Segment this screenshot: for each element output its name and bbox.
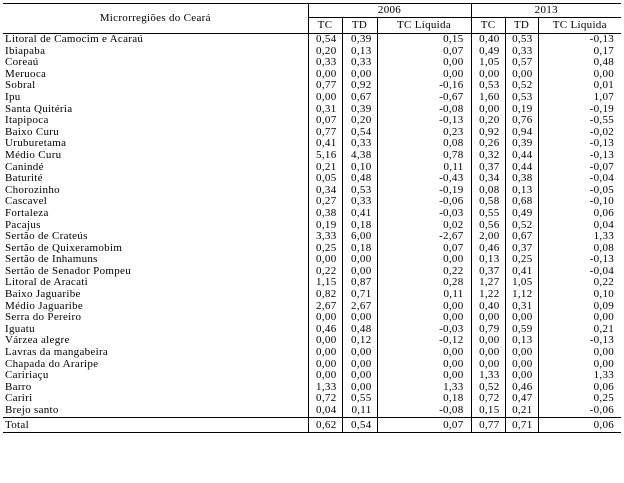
region-name: Itapipoca [3, 115, 308, 127]
table-cell: 1,33 [377, 382, 471, 394]
table-cell: 0,00 [377, 301, 471, 313]
microregions-table [3, 3, 621, 433]
table-cell: 0,10 [342, 162, 377, 174]
table-cell: 0,31 [505, 301, 538, 313]
table-cell: 0,25 [308, 243, 342, 255]
table-cell: 0,17 [593, 45, 615, 57]
table-row [3, 92, 621, 104]
table-cell: 0,40 [471, 301, 505, 313]
table-cell: 0,79 [471, 324, 505, 336]
table-cell: 0,00 [593, 358, 615, 370]
table-cell: 0,20 [308, 46, 342, 58]
table-cell: 0,00 [471, 335, 505, 347]
table-row [3, 208, 621, 220]
table-cell: -0,02 [589, 126, 615, 138]
table-row [3, 347, 621, 359]
table-cell: 1,33 [471, 370, 505, 382]
table-cell: 0,22 [593, 277, 615, 289]
col-tc-liquida-2006: TC Líquida [377, 18, 471, 34]
table-cell: 0,28 [377, 277, 471, 289]
table-row [3, 359, 621, 371]
region-name: Lavras da mangabeira [3, 347, 308, 359]
table-cell: 1,60 [471, 92, 505, 104]
table-row [3, 312, 621, 324]
table-row [3, 231, 621, 243]
table-cell: 0,54 [342, 127, 377, 139]
table-cell: 0,68 [505, 196, 538, 208]
table-cell: 0,22 [377, 266, 471, 278]
table-row [3, 80, 621, 92]
table-cell: 0,33 [342, 57, 377, 69]
region-name: Barro [3, 382, 308, 394]
table-cell: 0,92 [471, 127, 505, 139]
table-cell: 0,48 [342, 324, 377, 336]
table-cell: 0,00 [308, 359, 342, 371]
region-name: Chapada do Araripe [3, 359, 308, 371]
table-cell: 0,55 [471, 208, 505, 220]
table-cell: -0,04 [589, 265, 615, 277]
table-cell: 0,13 [505, 185, 538, 197]
table-cell: -0,08 [377, 405, 471, 417]
table-cell: 4,38 [342, 150, 377, 162]
table-cell: 0,33 [308, 57, 342, 69]
table-row [3, 138, 621, 150]
table-cell: 0,44 [505, 162, 538, 174]
region-name: Coreaú [3, 57, 308, 69]
table-cell: 0,10 [593, 289, 615, 301]
region-name: Cariri [3, 393, 308, 405]
table-cell: 0,06 [593, 381, 615, 393]
table-cell: 0,78 [377, 150, 471, 162]
total-cell: 0,06 [538, 417, 621, 432]
table-cell: 0,00 [505, 359, 538, 371]
table-cell: 0,59 [505, 324, 538, 336]
region-name: Baixo Curu [3, 127, 308, 139]
table-cell: 1,05 [505, 277, 538, 289]
table-cell: 0,53 [505, 34, 538, 46]
region-name: Médio Jaguaribe [3, 301, 308, 313]
table-cell: 0,76 [505, 115, 538, 127]
table-row [3, 173, 621, 185]
table-cell: 0,39 [505, 138, 538, 150]
table-cell: 0,25 [505, 254, 538, 266]
table-cell: 0,33 [342, 138, 377, 150]
table-cell: 0,22 [308, 266, 342, 278]
table-cell: 0,41 [505, 266, 538, 278]
table-cell: 0,08 [377, 138, 471, 150]
total-cell: 0,07 [377, 417, 471, 432]
table-row [3, 185, 621, 197]
table-cell: 0,38 [308, 208, 342, 220]
table-cell: -0,07 [589, 161, 615, 173]
table-cell: -0,13 [589, 138, 615, 150]
table-cell: 0,67 [505, 231, 538, 243]
table-cell: 0,67 [342, 92, 377, 104]
table-cell: -0,03 [377, 324, 471, 336]
region-name: Cascavel [3, 196, 308, 208]
table-cell: 0,77 [308, 80, 342, 92]
table-cell: 0,37 [471, 162, 505, 174]
table-cell: 0,06 [593, 207, 615, 219]
table-cell: 0,00 [308, 69, 342, 81]
table-cell: 0,00 [505, 347, 538, 359]
region-name: Sobral [3, 80, 308, 92]
total-cell: 0,54 [342, 417, 377, 432]
table-cell: 0,21 [505, 405, 538, 417]
table-cell: 0,13 [505, 335, 538, 347]
table-cell: 0,46 [505, 382, 538, 394]
table-cell: 0,41 [342, 208, 377, 220]
year-2013-header: 2013 [471, 4, 621, 18]
region-name: Fortaleza [3, 208, 308, 220]
table-row [3, 243, 621, 255]
table-cell: 0,32 [471, 150, 505, 162]
table-cell: 0,12 [342, 335, 377, 347]
table-cell: 0,37 [471, 266, 505, 278]
table-cell: 0,49 [471, 46, 505, 58]
table-cell: 1,33 [593, 231, 615, 243]
table-cell: -0,13 [589, 33, 615, 45]
table-cell: 0,00 [377, 254, 471, 266]
year-2006-header: 2006 [308, 4, 471, 18]
table-cell: 0,94 [505, 127, 538, 139]
region-name: Sertão de Inhamuns [3, 254, 308, 266]
region-name: Baturité [3, 173, 308, 185]
region-name: Chorozinho [3, 185, 308, 197]
table-cell: 1,07 [593, 91, 615, 103]
table-cell: 0,13 [342, 46, 377, 58]
region-name: Meruoca [3, 69, 308, 81]
table-cell: 0,07 [377, 243, 471, 255]
table-row [3, 289, 621, 301]
region-name: Uruburetama [3, 138, 308, 150]
table-cell: 1,33 [593, 370, 615, 382]
region-column-header: Microrregiões do Ceará [3, 4, 308, 34]
region-name: Várzea alegre [3, 335, 308, 347]
table-cell: 0,41 [308, 138, 342, 150]
table-cell: 0,27 [308, 196, 342, 208]
table-cell: 0,54 [308, 34, 342, 46]
table-row [3, 220, 621, 232]
table-cell: 0,39 [342, 34, 377, 46]
table-cell: 0,04 [593, 219, 615, 231]
region-name: Ibiapaba [3, 46, 308, 58]
table-cell: -0,67 [377, 92, 471, 104]
table-cell: 0,00 [471, 359, 505, 371]
table-cell: 0,18 [342, 243, 377, 255]
table-cell: 1,22 [471, 289, 505, 301]
table-cell: 0,11 [342, 405, 377, 417]
table-row [3, 370, 621, 382]
table-row [3, 69, 621, 81]
table-cell: 0,00 [308, 370, 342, 382]
table-cell: -0,08 [377, 104, 471, 116]
table-cell: 2,67 [308, 301, 342, 313]
table-cell: 0,00 [471, 104, 505, 116]
region-name: Médio Curu [3, 150, 308, 162]
table-cell: 0,18 [377, 393, 471, 405]
table-cell: -0,43 [377, 173, 471, 185]
region-name: Serra do Pereiro [3, 312, 308, 324]
table-cell: 0,08 [593, 242, 615, 254]
table-cell: 0,21 [308, 162, 342, 174]
table-cell: 0,19 [308, 220, 342, 232]
table-cell: 0,18 [342, 220, 377, 232]
table-cell: 0,19 [505, 104, 538, 116]
table-cell: 0,56 [471, 220, 505, 232]
table-cell: 0,92 [342, 80, 377, 92]
table-cell: 1,12 [505, 289, 538, 301]
table-cell: 0,00 [505, 370, 538, 382]
table-cell: 1,33 [308, 382, 342, 394]
table-cell: 0,38 [505, 173, 538, 185]
table-cell: 0,55 [342, 393, 377, 405]
table-cell: 0,13 [471, 254, 505, 266]
region-name: Canindé [3, 162, 308, 174]
table-cell: 0,20 [342, 115, 377, 127]
table-cell: -0,04 [589, 173, 615, 185]
table-cell: 0,00 [505, 312, 538, 324]
table-cell: 0,00 [308, 312, 342, 324]
table-cell: 0,00 [342, 266, 377, 278]
table-cell: 0,00 [505, 69, 538, 81]
table-cell: 0,07 [377, 46, 471, 58]
table-row [3, 405, 621, 417]
table-cell: 0,49 [505, 208, 538, 220]
table-cell: 0,00 [308, 254, 342, 266]
table-row [3, 382, 621, 394]
col-td-2013: TD [505, 18, 538, 34]
table-cell: 0,15 [471, 405, 505, 417]
table-cell: 0,71 [342, 289, 377, 301]
table-cell: 0,33 [505, 46, 538, 58]
table-cell: 0,48 [342, 173, 377, 185]
table-cell: -0,06 [377, 196, 471, 208]
table-cell: 0,37 [505, 243, 538, 255]
table-cell: 0,48 [593, 57, 615, 69]
table-cell: 0,21 [593, 323, 615, 335]
table-row [3, 127, 621, 139]
table-cell: 1,15 [308, 277, 342, 289]
table-cell: -0,13 [377, 115, 471, 127]
table-cell: 1,27 [471, 277, 505, 289]
table-row [3, 277, 621, 289]
table-cell: 0,00 [377, 57, 471, 69]
table-row [3, 335, 621, 347]
table-cell: 0,72 [308, 393, 342, 405]
table-cell: 0,00 [377, 312, 471, 324]
table-cell: -0,19 [589, 103, 615, 115]
table-cell: 0,00 [342, 312, 377, 324]
table-cell: 0,15 [377, 34, 471, 46]
table-cell: -0,16 [377, 80, 471, 92]
table-cell: 2,00 [471, 231, 505, 243]
total-cell: 0,62 [308, 417, 342, 432]
table-cell: 0,46 [308, 324, 342, 336]
table-cell: 0,00 [342, 69, 377, 81]
col-tc-liquida-2013: TC Líquida [538, 18, 621, 34]
table-cell: 0,00 [308, 335, 342, 347]
table-cell: -0,06 [589, 405, 615, 416]
table-cell: 1,05 [471, 57, 505, 69]
table-cell: 0,00 [377, 69, 471, 81]
table-cell: 0,00 [377, 359, 471, 371]
table-cell: 0,87 [342, 277, 377, 289]
table-cell: 0,53 [471, 80, 505, 92]
table-cell: 0,33 [342, 196, 377, 208]
col-tc-2006: TC [308, 18, 342, 34]
table-cell: 0,52 [505, 80, 538, 92]
table-row [3, 46, 621, 58]
table-cell: 0,00 [342, 370, 377, 382]
table-cell: 0,40 [471, 34, 505, 46]
table-cell: 0,52 [471, 382, 505, 394]
table-cell: -0,13 [589, 335, 615, 347]
table-cell: 0,11 [377, 289, 471, 301]
table-cell: 0,53 [505, 92, 538, 104]
region-name: Baixo Jaguaribe [3, 289, 308, 301]
table-cell: 0,04 [308, 405, 342, 417]
table-cell: 0,09 [593, 300, 615, 312]
table-cell: 0,72 [471, 393, 505, 405]
col-tc-2013: TC [471, 18, 505, 34]
region-name: Sertão de Crateús [3, 231, 308, 243]
table-cell: 0,53 [342, 185, 377, 197]
table-cell: 0,00 [308, 92, 342, 104]
total-cell: 0,71 [505, 417, 538, 432]
table-cell: 0,08 [471, 185, 505, 197]
table-cell: 0,00 [342, 254, 377, 266]
table-cell: 0,26 [471, 138, 505, 150]
total-label: Total [3, 417, 308, 432]
region-name: Iguatu [3, 324, 308, 336]
table-cell: 0,11 [377, 162, 471, 174]
table-cell: 0,00 [471, 347, 505, 359]
table-cell: 0,00 [593, 347, 615, 359]
region-name: Pacajus [3, 220, 308, 232]
table-cell: -0,03 [377, 208, 471, 220]
table-cell: 0,20 [471, 115, 505, 127]
table-cell: 0,77 [308, 127, 342, 139]
region-name: Brejo santo [3, 405, 308, 417]
table-cell: -0,13 [589, 254, 615, 266]
table-cell: 0,07 [308, 115, 342, 127]
table-cell: -0,55 [589, 115, 615, 127]
table-cell: 6,00 [342, 231, 377, 243]
table-cell: 0,34 [471, 173, 505, 185]
table-cell: 2,67 [342, 301, 377, 313]
table-cell: 0,52 [505, 220, 538, 232]
table-row [3, 104, 621, 116]
table-cell: 0,31 [308, 104, 342, 116]
table-cell: 0,82 [308, 289, 342, 301]
table-cell: 0,44 [505, 150, 538, 162]
total-row [3, 417, 621, 432]
region-name: Sertão de Senador Pompeu [3, 266, 308, 278]
table-cell: 0,00 [342, 359, 377, 371]
table-cell: 0,25 [593, 393, 615, 405]
table-cell: -0,13 [589, 149, 615, 161]
table-cell: 0,57 [505, 57, 538, 69]
table-cell: -0,19 [377, 185, 471, 197]
table-cell: 0,34 [308, 185, 342, 197]
table-row [3, 393, 621, 405]
table-row [3, 196, 621, 208]
col-td-2006: TD [342, 18, 377, 34]
table-cell: -2,67 [377, 231, 471, 243]
table-cell: 0,00 [377, 347, 471, 359]
table-cell: 0,46 [471, 243, 505, 255]
table-cell: 0,00 [593, 68, 615, 80]
table-cell: -0,10 [589, 196, 615, 208]
table-cell: 0,00 [342, 382, 377, 394]
table-cell: 0,05 [308, 173, 342, 185]
table-cell: 0,00 [377, 370, 471, 382]
table-cell: 0,58 [471, 196, 505, 208]
table-row [3, 150, 621, 162]
table-cell: 0,00 [308, 347, 342, 359]
table-body [3, 34, 621, 418]
table-cell: 0,01 [593, 80, 615, 92]
table-cell: 3,33 [308, 231, 342, 243]
table-cell: -0,12 [377, 335, 471, 347]
region-name: Santa Quitéria [3, 104, 308, 116]
table-row [3, 254, 621, 266]
table-row [3, 266, 621, 278]
table-cell: 0,47 [505, 393, 538, 405]
table-row [3, 162, 621, 174]
table-cell: 0,00 [471, 312, 505, 324]
table-cell: 0,23 [377, 127, 471, 139]
table-cell: 5,16 [308, 150, 342, 162]
table-row [3, 115, 621, 127]
table-row [3, 301, 621, 313]
total-cell: 0,77 [471, 417, 505, 432]
table-row [3, 34, 621, 46]
table-cell: 0,00 [342, 347, 377, 359]
table-cell: 0,39 [342, 104, 377, 116]
table-row [3, 57, 621, 69]
table-cell: 0,00 [471, 69, 505, 81]
region-name: Caririaçu [3, 370, 308, 382]
table-cell: 0,00 [593, 312, 615, 324]
region-name: Litoral de Camocim e Acaraú [3, 34, 308, 46]
region-name: Litoral de Aracati [3, 277, 308, 289]
table-cell: -0,05 [589, 184, 615, 196]
table-cell: 0,02 [377, 220, 471, 232]
region-name: Ipu [3, 92, 308, 104]
region-name: Sertão de Quixeramobim [3, 243, 308, 255]
table-row [3, 324, 621, 336]
